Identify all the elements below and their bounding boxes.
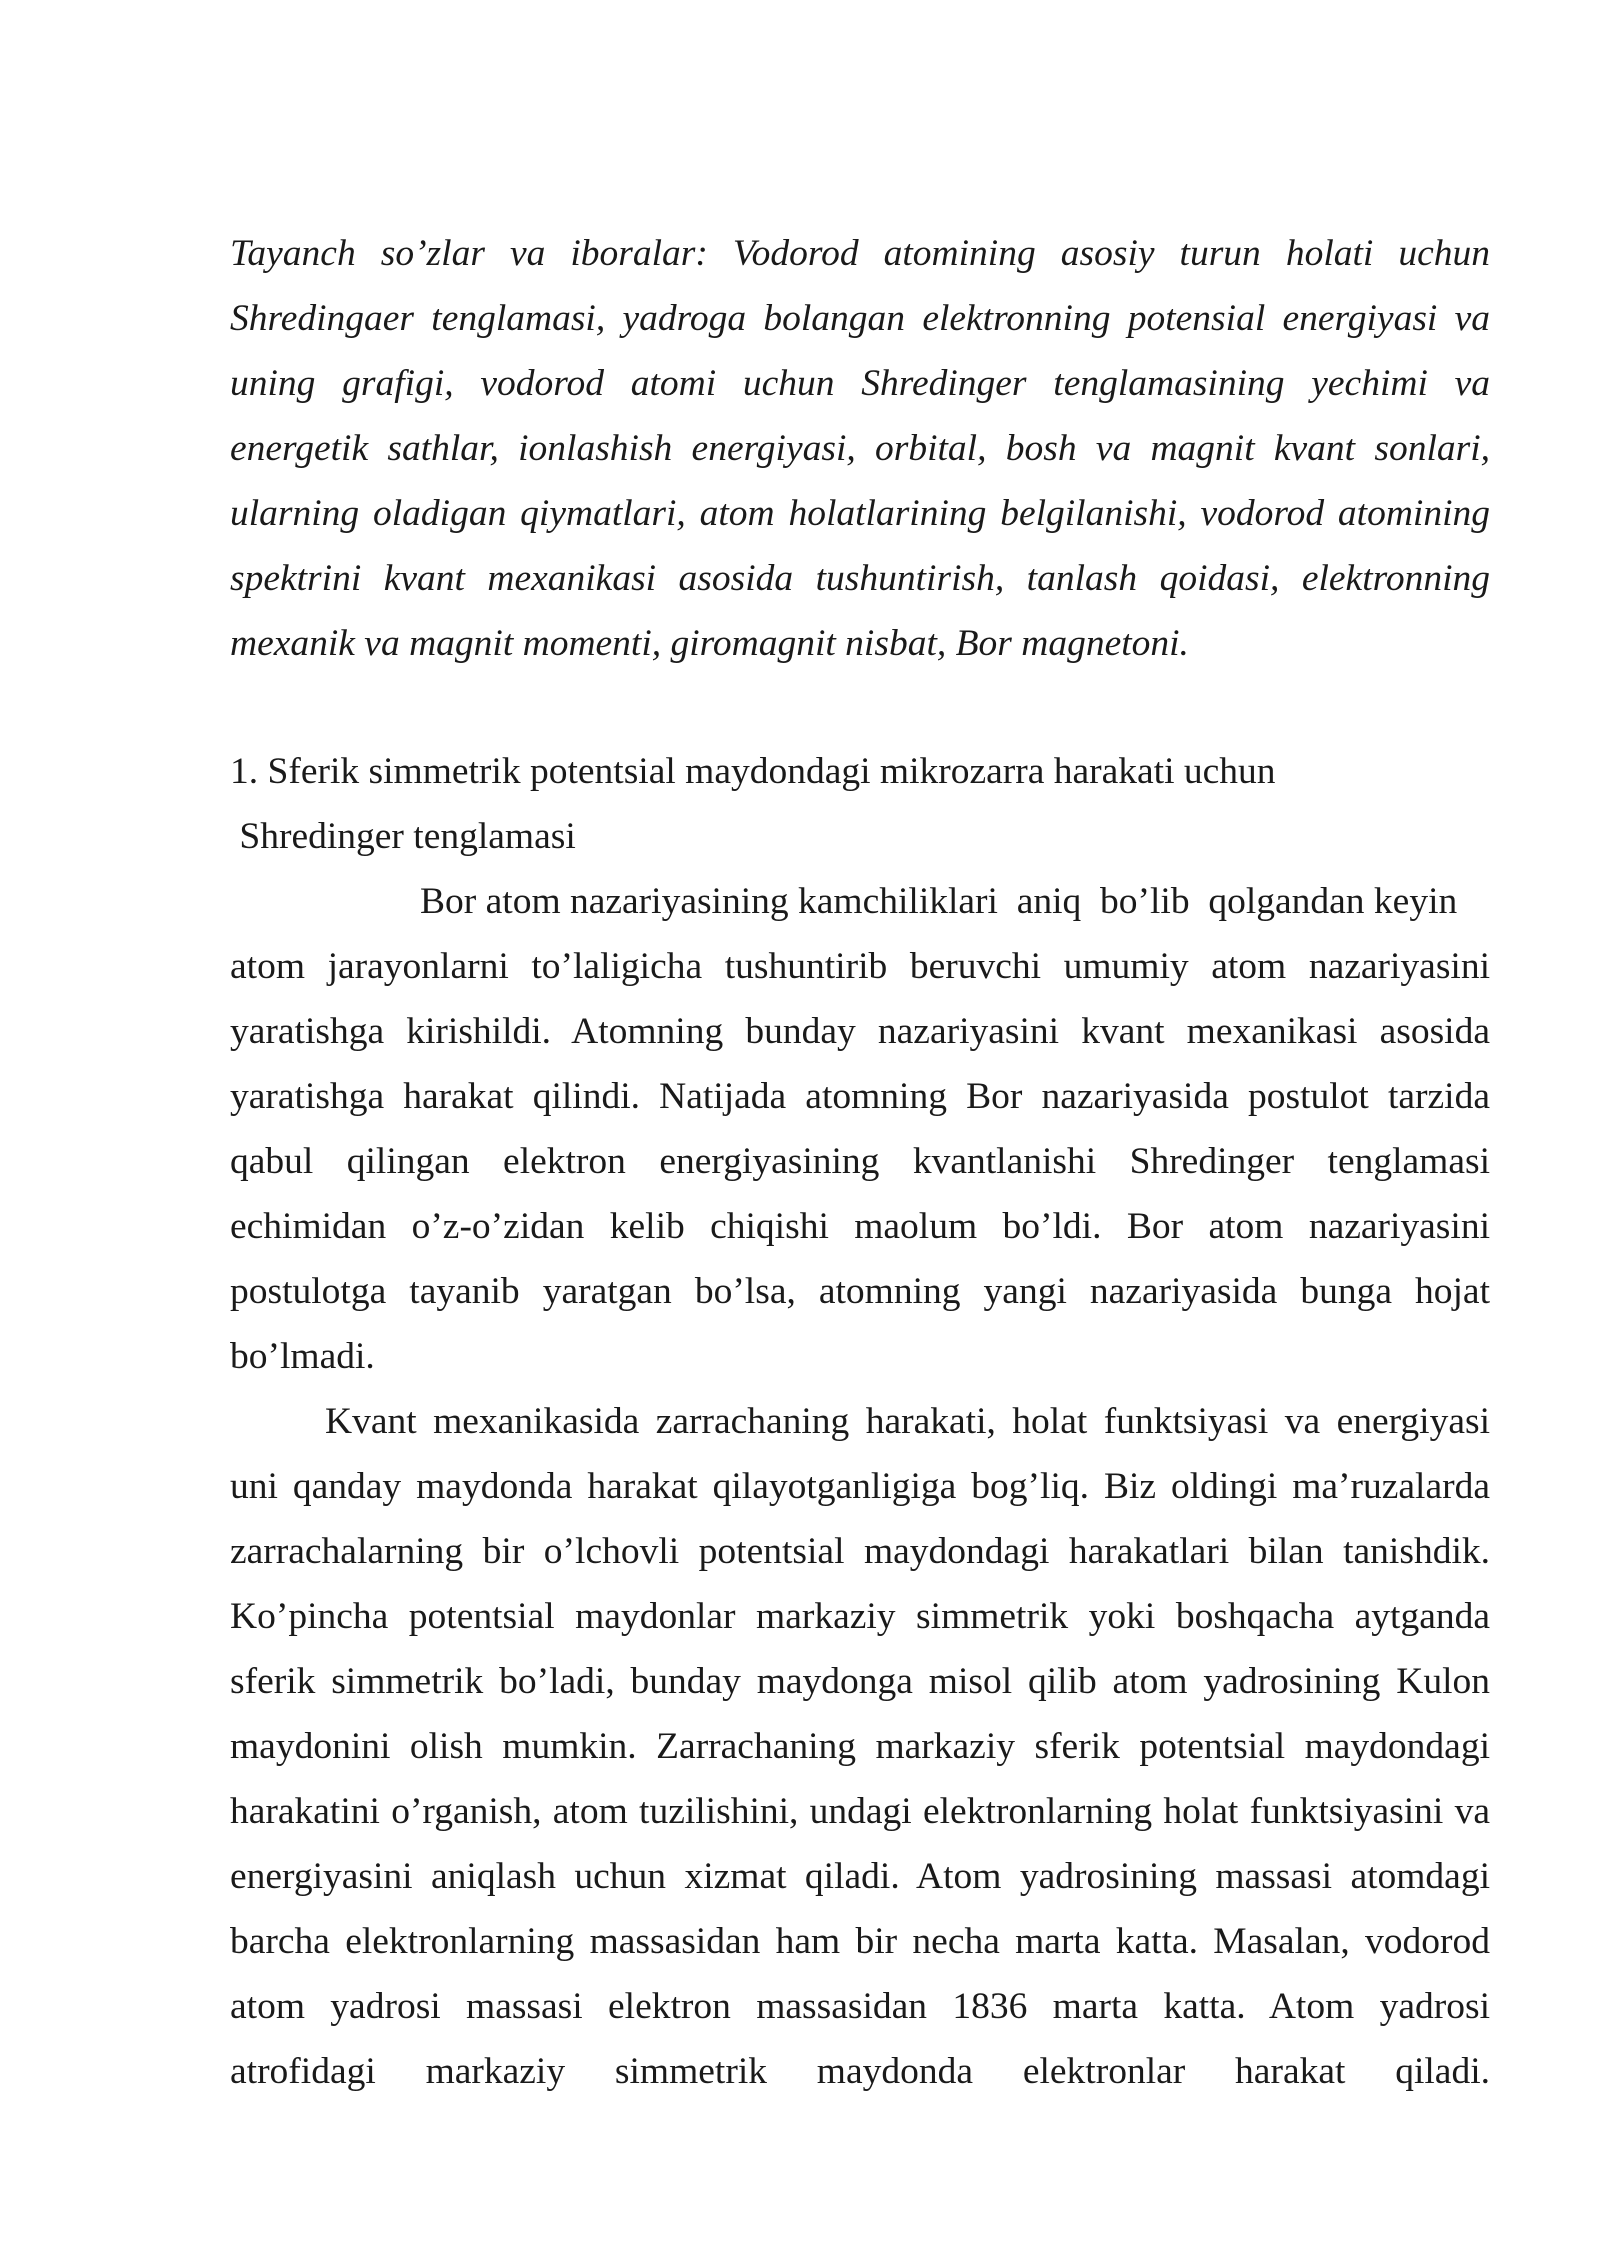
paragraph-line: harakatini o’rganish, atom tuzilishini, undagi elektronlarning holat funktsiyasini va <box>230 1791 1490 1832</box>
paragraph-line: maydonini olish mumkin. Zarrachaning markaziy sferik potentsial maydondagi <box>230 1726 1490 1767</box>
keywords-paragraph <box>230 221 1490 676</box>
keywords-line: uning grafigi, vodorod atomi uchun Shredinger tenglamasining yechimi va <box>230 363 1490 404</box>
paragraph-line: yaratishga harakat qilindi. Natijada atomning Bor nazariyasida postulot tarzida <box>230 1076 1490 1117</box>
keywords-line: ularning oladigan qiymatlari, atom holatlarining belgilanishi, vodorod atomining <box>230 493 1490 534</box>
section-heading-line: 1. Sferik simmetrik potentsial maydondagi mikrozarra harakati uchun <box>230 751 1276 792</box>
paragraph-line: Kvant mexanikasida zarrachaning harakati, holat funktsiyasi va energiyasi <box>325 1401 1490 1442</box>
paragraph-line: postulotga tayanib yaratgan bo’lsa, atomning yangi nazariyasida bunga hojat <box>230 1271 1490 1312</box>
paragraph-line: atrofidagi markaziy simmetrik maydonda elektronlar harakat qiladi. <box>230 2051 1490 2092</box>
keywords-line: Shredingaer tenglamasi, yadroga bolangan elektronning potensial energiyasi va <box>230 298 1490 339</box>
paragraph-line: atom yadrosi massasi elektron massasidan 1836 marta katta. Atom yadrosi <box>230 1986 1490 2027</box>
paragraph-line: Bor atom nazariyasining kamchiliklari aniq bo’lib qolgandan keyin <box>420 881 1458 922</box>
paragraph-line: uni qanday maydonda harakat qilayotganligiga bog’liq. Biz oldingi ma’ruzalarda <box>230 1466 1490 1507</box>
paragraph-line: atom jarayonlarni to’laligicha tushuntirib beruvchi umumiy atom nazariyasini <box>230 946 1490 987</box>
paragraph-line: barcha elektronlarning massasidan ham bir necha marta katta. Masalan, vodorod <box>230 1921 1490 1962</box>
paragraph-line: yaratishga kirishildi. Atomning bunday nazariyasini kvant mexanikasi asosida <box>230 1011 1490 1052</box>
section-heading-line: Shredinger tenglamasi <box>230 816 576 857</box>
paragraph-line: energiyasini aniqlash uchun xizmat qiladi. Atom yadrosining massasi atomdagi <box>230 1856 1490 1897</box>
paragraph-line: echimidan o’z-o’zidan kelib chiqishi maolum bo’ldi. Bor atom nazariyasini <box>230 1206 1490 1247</box>
keywords-line: spektrini kvant mexanikasi asosida tushuntirish, tanlash qoidasi, elektronning <box>230 558 1490 599</box>
keywords-line: Tayanch so’zlar va iboralar: Vodorod atomining asosiy turun holati uchun <box>230 233 1490 274</box>
paragraph-line: bo’lmadi. <box>230 1336 375 1377</box>
body-text <box>230 869 1490 2104</box>
paragraph-line: sferik simmetrik bo’ladi, bunday maydonga misol qilib atom yadrosining Kulon <box>230 1661 1490 1702</box>
keywords-line: energetik sathlar, ionlashish energiyasi, orbital, bosh va magnit kvant sonlari, <box>230 428 1490 469</box>
paragraph-line: Ko’pincha potentsial maydonlar markaziy simmetrik yoki boshqacha aytganda <box>230 1596 1490 1637</box>
paragraph-line: qabul qilingan elektron energiyasining kvantlanishi Shredinger tenglamasi <box>230 1141 1490 1182</box>
paragraph-line: zarrachalarning bir o’lchovli potentsial maydondagi harakatlari bilan tanishdik. <box>230 1531 1490 1572</box>
keywords-line: mexanik va magnit momenti, giromagnit nisbat, Bor magnetoni. <box>230 623 1189 664</box>
section-heading <box>230 739 1490 869</box>
